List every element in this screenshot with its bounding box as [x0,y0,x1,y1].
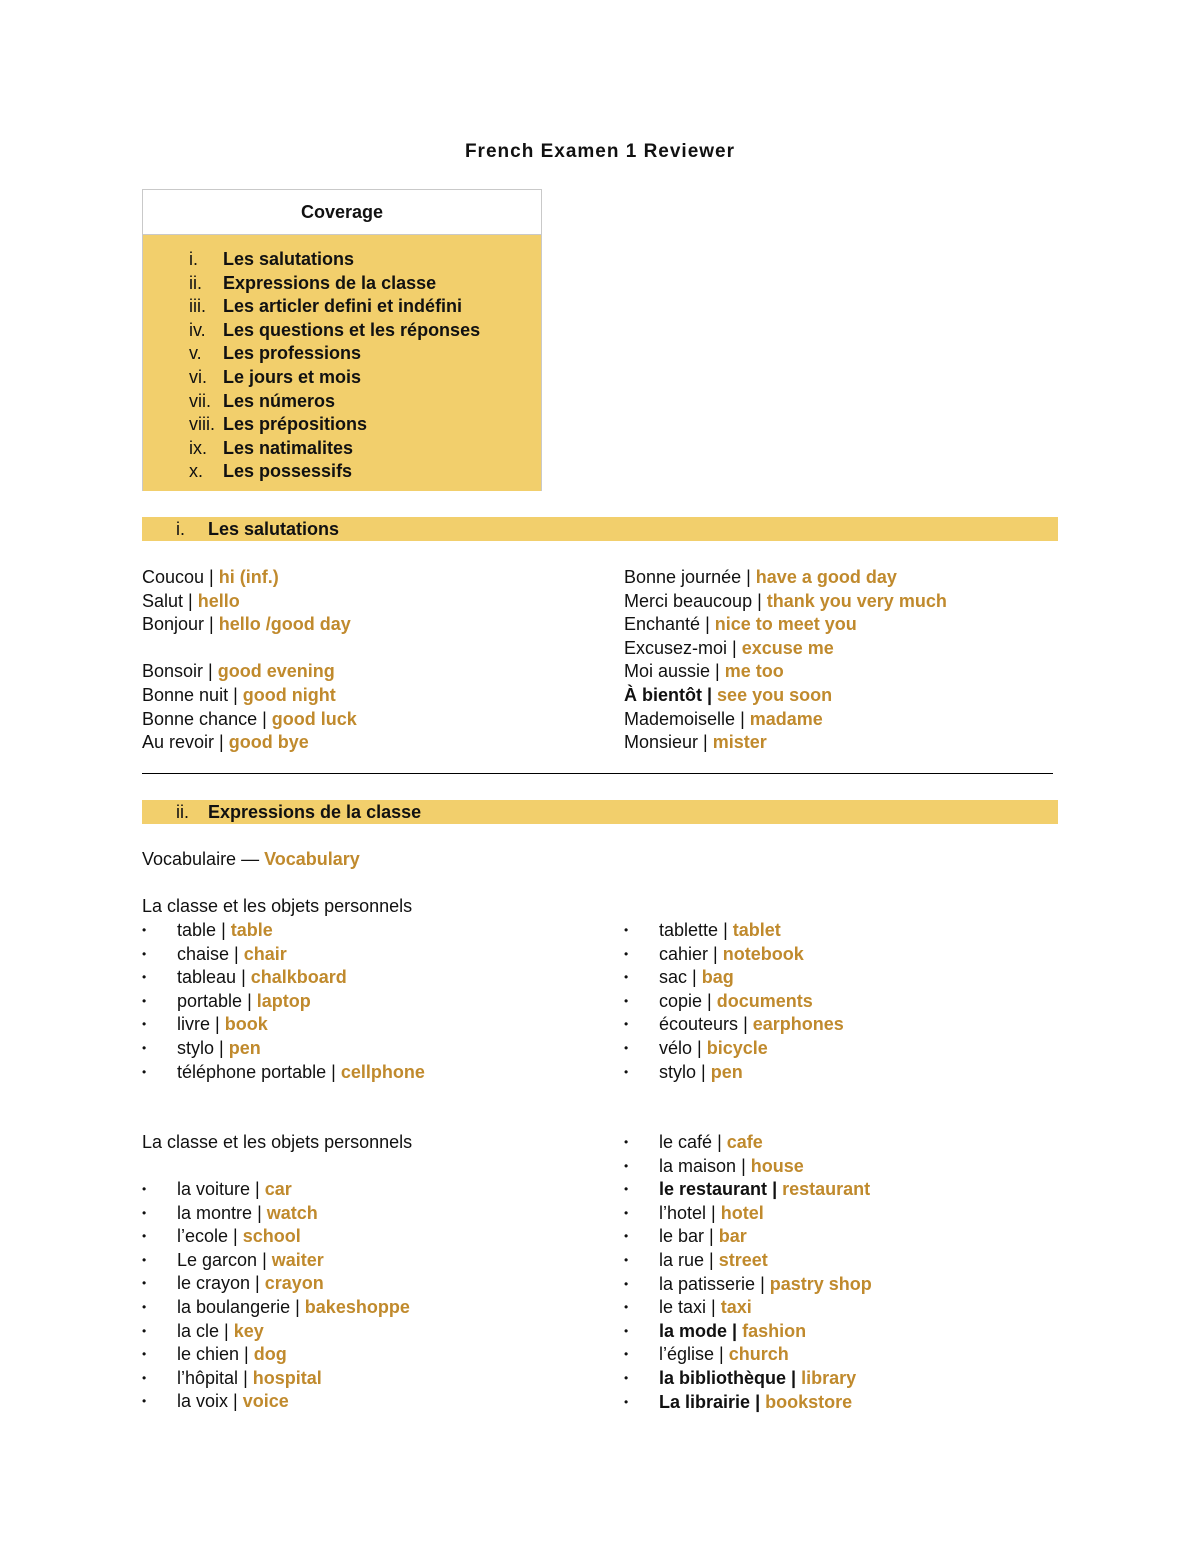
separator: | [228,684,243,705]
french-word: l’hotel [659,1202,707,1223]
bullet-icon: • [624,1040,629,1055]
vocab-line [624,708,947,732]
coverage-item-number: vii. [189,390,211,411]
list-item [624,1367,872,1391]
coverage-item-number: iii. [189,296,206,317]
bullet-icon: • [624,946,629,961]
separator: | [760,1273,770,1294]
separator: | [732,1320,743,1341]
french-word: Monsieur [624,732,699,753]
french-word: Salut [142,590,184,611]
bullet-icon: • [624,1135,629,1149]
english-word: street [718,1249,768,1270]
list-item [142,1061,425,1085]
coverage-item [143,319,541,343]
vocab-line [142,731,357,755]
french-word: Au revoir [142,732,215,753]
coverage-item [143,437,541,461]
vocab-line [624,566,947,590]
coverage-item-text: Les possessifs [223,461,353,482]
english-word: good luck [271,708,357,729]
english-word: pen [710,1061,743,1082]
english-word: school [242,1226,301,1247]
separator: | [702,684,718,705]
coverage-item-text: Les questions et les réponses [223,319,481,340]
separator: | [723,920,733,940]
coverage-item [143,295,541,319]
bullet-icon: • [624,923,629,937]
french-word: livre [177,1014,211,1035]
list-item [624,1296,872,1320]
bullet-icon: • [624,1276,629,1291]
english-word: earphones [752,1014,844,1035]
separator: | [709,1249,719,1270]
separator: | [700,614,715,635]
list-item [624,1155,872,1179]
separator: | [711,1202,721,1223]
separator: | [717,1132,727,1152]
english-word: watch [266,1202,318,1223]
group2-left-list [142,1178,410,1414]
coverage-item [143,460,541,484]
group1-right-list [624,919,844,1084]
french-word: Excusez-moi [624,637,728,658]
group1-title: La classe et les objets personnels [142,896,413,916]
french-word: le taxi [659,1297,707,1318]
english-word: thank you very much [766,590,947,611]
english-word: hi (inf.) [218,567,279,587]
english-word: nice to meet you [714,614,857,635]
french-word: la cle [177,1320,225,1341]
french-word: la patisserie [659,1273,756,1294]
french-word: le café [659,1132,713,1152]
french-word: le chien [177,1344,245,1365]
english-word: good bye [228,732,309,753]
coverage-item-number: viii. [189,414,215,435]
list-item [624,919,844,943]
bullet-icon: • [624,1017,629,1032]
bullet-icon: • [624,1347,629,1362]
french-word: la boulangerie [177,1296,291,1317]
english-word: hello /good day [218,614,351,635]
bullet-icon: • [624,1252,629,1267]
separator: | [241,967,251,988]
separator: | [257,708,272,729]
separator: | [247,990,257,1011]
list-item [142,990,425,1014]
list-item [624,990,844,1014]
english-word: bar [718,1226,747,1247]
vocab-line [142,684,357,708]
french-word: Bonne journée [624,567,742,587]
separator: | [710,661,725,682]
english-word: house [750,1155,804,1176]
list-item [142,1037,425,1061]
vocab-line [142,566,357,590]
english-word: notebook [722,943,804,964]
bullet-icon: • [142,970,147,985]
separator: | [255,1273,265,1294]
separator: | [215,1014,225,1035]
french-word: sac [659,967,688,988]
separator: | [233,1391,243,1412]
french-word: stylo [177,1037,215,1058]
french-word: la rue [659,1249,705,1270]
french-word: chaise [177,943,230,964]
bullet-icon: • [624,1394,629,1409]
english-word: bakeshoppe [304,1296,410,1317]
vocab-line [624,637,947,661]
separator: | [219,1037,229,1058]
bullet-icon: • [142,923,147,937]
coverage-item-number: ii. [189,272,202,293]
salutations-left-column [142,566,357,755]
bullet-icon: • [624,970,629,985]
french-word: la voiture [177,1179,256,1199]
french-word: stylo [659,1061,697,1082]
list-item [142,1296,410,1320]
english-word: chair [243,943,287,964]
french-word: Bonsoir [142,661,204,682]
coverage-item-number: vi. [189,366,207,387]
coverage-item-text: Les professions [223,343,362,364]
separator: | [755,1391,766,1412]
divider [142,773,1053,774]
bullet-icon: • [624,1370,629,1385]
bullet-icon: • [142,1182,147,1196]
group1-left-list [142,919,425,1084]
list-item [624,1037,844,1061]
english-word: table [230,920,273,940]
list-item [142,1178,410,1202]
list-item [142,1202,410,1226]
group2-title: La classe et les objets personnels [142,1132,413,1152]
english-word: hospital [252,1367,322,1388]
french-word: À bientôt [624,684,702,705]
bullet-icon: • [142,1017,147,1032]
section-number: ii. [176,802,189,822]
french-word: le bar [659,1226,705,1247]
separator: | [257,1202,267,1223]
coverage-item-text: Les articler defini et indéfini [223,296,463,317]
bullet-icon: • [142,1370,147,1385]
section-title: Expressions de la classe [208,802,422,822]
separator: | [697,1037,707,1058]
separator: | [752,590,767,611]
coverage-item-text: Les natimalites [223,437,354,458]
separator: | [727,637,742,658]
vocabulary-heading [142,848,360,872]
vocab-line [142,660,357,684]
english-word: waiter [271,1249,324,1270]
list-item [624,1013,844,1037]
coverage-item [143,272,541,296]
separator: | [204,614,219,635]
list-item [624,1061,844,1085]
separator: | [709,1226,719,1247]
separator: | [244,1344,254,1365]
list-item [624,1131,872,1155]
vocab-line [624,731,947,755]
separator: | [741,567,756,587]
coverage-item [143,248,541,272]
list-item [624,1225,872,1249]
french-word: Enchanté [624,614,701,635]
bullet-icon: • [142,1276,147,1291]
list-item [624,1391,872,1415]
english-word: laptop [256,990,311,1011]
french-word: table [177,920,217,940]
english-word: restaurant [782,1179,871,1200]
list-item [142,943,425,967]
bullet-icon: • [624,1158,629,1173]
french-word: la maison [659,1155,737,1176]
french-word: l’hôpital [177,1367,239,1388]
bullet-icon: • [142,1347,147,1362]
french-word: portable [177,990,243,1011]
list-item [142,1343,410,1367]
english-word: pastry shop [769,1273,872,1294]
coverage-item [143,413,541,437]
separator: | [234,943,244,964]
english-word: hotel [720,1202,764,1223]
separator: | [183,590,198,611]
coverage-item [143,390,541,414]
separator: | [741,1155,751,1176]
coverage-box [142,189,542,491]
french-word: Bonne nuit [142,684,229,705]
bullet-icon: • [142,1229,147,1244]
list-item [142,1225,410,1249]
english-word: tablet [732,920,781,940]
english-word: mister [712,732,767,753]
bullet-icon: • [624,1182,629,1197]
list-item [142,1013,425,1037]
english-word: cellphone [340,1061,425,1082]
english-word: church [728,1344,789,1365]
vocab-line [624,613,947,637]
english-word: excuse me [741,637,834,658]
section-title: Les salutations [208,519,340,539]
coverage-item-text: Le jours et mois [223,366,362,387]
bullet-icon: • [624,1323,629,1338]
separator: | [791,1367,802,1388]
separator: | [772,1179,783,1200]
coverage-item-text: Expressions de la classe [223,272,437,293]
salutations-right-column [624,566,947,755]
french-word: Mademoiselle [624,708,736,729]
separator: | [713,943,723,964]
coverage-item-number: i. [189,249,198,269]
page-title: French Examen 1 Reviewer [464,141,736,162]
group2-right-list [624,1131,872,1414]
english-word: see you soon [717,684,833,705]
separator: | [243,1367,253,1388]
english-word: pen [228,1037,261,1058]
separator: | [711,1297,721,1318]
list-item [142,1320,410,1344]
coverage-item-number: x. [189,461,204,482]
english-word: good night [242,684,336,705]
french-word: copie [659,990,703,1011]
separator: | [214,732,229,753]
vocab-line [142,590,357,614]
separator: | [262,1249,272,1270]
french-word: la voix [177,1391,229,1412]
bullet-icon: • [624,1205,629,1220]
list-item [624,1273,872,1297]
separator: | [295,1296,305,1317]
coverage-item-number: ix. [189,437,207,458]
french-word: tableau [177,967,237,988]
list-item [624,1249,872,1273]
list-item [142,966,425,990]
list-item [142,1272,410,1296]
coverage-item-text: Les números [223,390,336,411]
separator: | [707,990,717,1011]
english-word: me too [724,661,784,682]
english-word: book [224,1014,268,1035]
bullet-icon: • [624,1064,629,1079]
bullet-icon: • [624,993,629,1008]
french-word: Bonjour [142,614,205,635]
separator: | [221,920,231,940]
vocab-fr: Vocabulaire — [142,849,260,869]
list-item [624,1202,872,1226]
separator: | [735,708,750,729]
vocab-line [142,613,357,637]
english-word: hello [197,590,240,611]
french-word: l’église [659,1344,715,1365]
bullet-icon: • [142,1252,147,1267]
coverage-item [143,342,541,366]
bullet-icon: • [624,1229,629,1244]
english-word: library [801,1367,857,1388]
section-header-expressions [142,800,1058,824]
coverage-item-text: Les prépositions [223,414,368,435]
english-word: chalkboard [250,967,347,988]
list-item [624,1343,872,1367]
english-word: bag [701,967,734,988]
separator: | [233,1226,243,1247]
coverage-item-number: iv. [189,319,206,340]
list-item [624,943,844,967]
vocab-line [624,660,947,684]
list-item [142,1367,410,1391]
english-word: cafe [726,1132,763,1152]
bullet-icon: • [142,1394,147,1409]
separator: | [698,732,713,753]
separator: | [204,567,219,587]
english-word: key [233,1320,264,1341]
french-word: tablette [659,920,719,940]
coverage-list [143,235,541,491]
english-word: bicycle [706,1037,768,1058]
english-word: taxi [720,1297,752,1318]
french-word: le restaurant [659,1179,768,1200]
list-item [624,1178,872,1202]
french-word: écouteurs [659,1014,739,1035]
english-word: have a good day [755,567,897,587]
english-word: documents [716,990,813,1011]
vocab-line [624,590,947,614]
list-item [142,1249,410,1273]
bullet-icon: • [142,1323,147,1338]
section-number: i. [176,519,185,539]
english-word: crayon [264,1273,324,1294]
french-word: Moi aussie [624,661,711,682]
english-word: good evening [217,661,335,682]
bullet-icon: • [142,1040,147,1055]
bullet-icon: • [142,1299,147,1314]
french-word: Bonne chance [142,708,258,729]
list-item [624,1320,872,1344]
bullet-icon: • [624,1300,629,1315]
separator: | [719,1344,729,1365]
french-word: vélo [659,1037,693,1058]
french-word: Merci beaucoup [624,590,753,611]
french-word: téléphone portable [177,1061,327,1082]
list-item [142,1390,410,1414]
separator: | [743,1014,753,1035]
coverage-item-number: v. [189,343,202,364]
separator: | [224,1320,234,1341]
section-header-salutations [142,517,1058,541]
separator: | [692,967,702,988]
separator: | [701,1061,711,1082]
bullet-icon: • [142,946,147,961]
french-word: la mode [659,1320,728,1341]
bullet-icon: • [142,1205,147,1220]
vocab-en: Vocabulary [264,849,360,869]
coverage-heading: Coverage [143,190,541,235]
french-word: Le garcon [177,1249,258,1270]
coverage-item-text: Les salutations [223,249,355,269]
separator: | [331,1061,341,1082]
separator: | [255,1179,265,1199]
bullet-icon: • [142,1064,147,1079]
list-item [624,966,844,990]
english-word: bookstore [765,1391,853,1412]
french-word: Coucou [142,567,205,587]
vocab-line [624,684,947,708]
separator: | [203,661,218,682]
french-word: la montre [177,1202,253,1223]
english-word: fashion [742,1320,807,1341]
english-word: madame [749,708,823,729]
list-item [142,919,425,943]
bullet-icon: • [142,993,147,1008]
french-word: La librairie [659,1391,751,1412]
english-word: car [264,1179,292,1199]
vocab-line [142,708,357,732]
french-word: cahier [659,943,709,964]
coverage-item [143,366,541,390]
french-word: l’ecole [177,1226,229,1247]
french-word: le crayon [177,1273,256,1294]
french-word: la bibliothèque [659,1367,787,1388]
english-word: voice [242,1391,289,1412]
english-word: dog [253,1344,287,1365]
vocab-line [142,637,357,661]
